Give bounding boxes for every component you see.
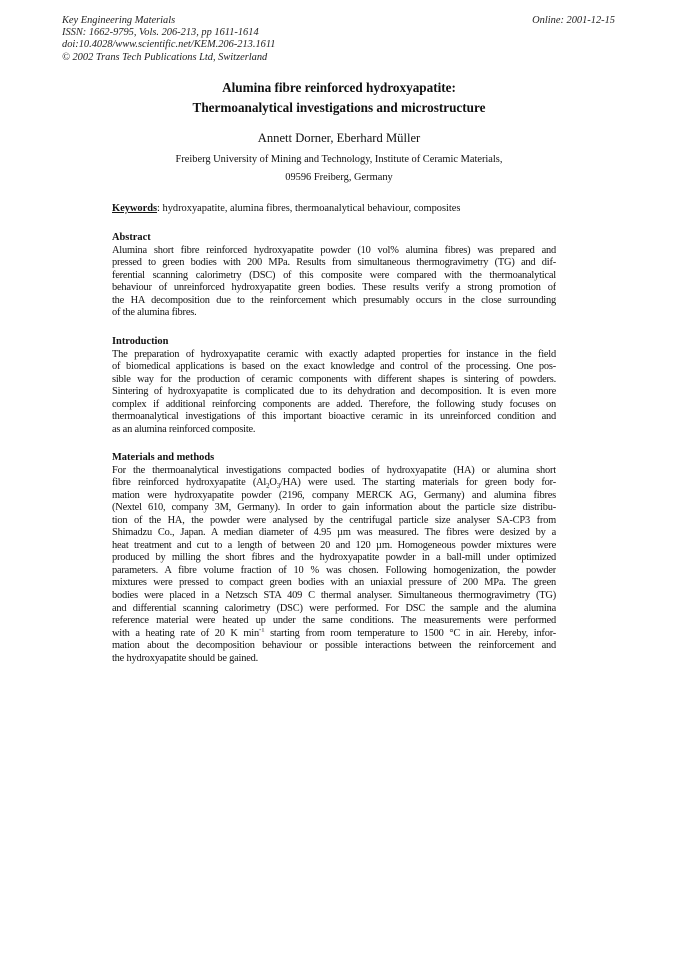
abstract-line: behaviour of unreinforced hydroxyapatite green bodies. These results verify a strong promotion of [112,282,556,294]
affiliation-line-2: 09596 Freiberg, Germany [285,172,393,183]
introduction-section [112,336,556,436]
online-date: Online: 2001-12-15 [532,15,615,26]
methods-line: mation about the decomposition behaviour or possible interactions between the reinforcement and [112,640,556,652]
affiliation-line-1: Freiberg University of Mining and Technology, Institute of Ceramic Materials, [175,154,503,165]
journal-header [62,15,275,64]
methods-line: tion of the HA, the powder were analysed by the centrifugal particle size analyser SA-CP3 from [112,514,556,526]
introduction-body [112,349,556,437]
doi-line: doi:10.4028/www.scientific.net/KEM.206-213.1611 [62,39,276,51]
methods-line: and differential scanning calorimetry (DSC) were performed. For DSC the sample and the alumina [112,602,556,614]
methods-section [112,452,556,665]
copyright-line: © 2002 Trans Tech Publications Ltd, Switzerland [62,51,268,63]
formula-sub-2: 3 [276,482,281,490]
abstract-body [112,245,556,320]
keywords-label: Keywords [112,203,158,214]
keywords-text: : hydroxyapatite, alumina fibres, thermoanalytical behaviour, composites [157,203,461,214]
abstract-section [112,232,556,320]
introduction-line: sible way for the production of ceramic components with different shapes is sintering of powders. [112,373,556,385]
introduction-line: The preparation of hydroxyapatite ceramic with exactly adapted properties for instance in the field [112,348,556,360]
introduction-line: complex if additional reinforcing components are added. Therefore, the following study focuses on [112,398,556,410]
introduction-line: of biomedical applications is based on the exact knowledge and control of the processing. One pos- [112,361,556,373]
methods-line: mation were hydroxyapatite powder (2196, company MERCK AG, Germany) and alumina fibres [112,489,556,501]
abstract-line: the HA decomposition due to the reinforcement which presumably occurs in the close surrounding [112,294,556,306]
paper-title-line-1: Alumina fibre reinforced hydroxyapatite: [222,80,456,95]
formula-text-b: O [269,477,277,489]
journal-name: Key Engineering Materials [62,15,176,26]
methods-heading: Materials and methods [112,452,215,463]
rate-sup: -1 [258,627,265,634]
formula-sub-1: 2 [266,482,270,490]
methods-line: produced by milling the short fibres and the hydroxyapatite powder in a ball-mill under optimized [112,552,556,564]
introduction-line: as an alumina reinforced composite. [112,423,256,435]
formula-text-c: /HA) were used. The starting materials for green body for- [280,477,556,489]
introduction-line: Sintering of hydroxyapatite is complicated due to its dehydration and decomposition. It is even more [112,386,556,398]
keywords [112,203,460,214]
methods-line: For the thermoanalytical investigations compacted bodies of hydroxyapatite (HA) or alumina short [112,464,556,476]
methods-line: heat treatment and cut to a length of between 20 and 120 µm. Homogeneous powder mixtures were [112,539,556,551]
paper-title-line-2: Thermoanalytical investigations and microstructure [192,100,486,115]
abstract-line: ferential scanning calorimetry (DSC) of this composite were compared with the thermoanalytical [112,269,556,281]
rate-text-b: starting from room temperature to 1500 °C in air. Hereby, infor- [264,627,556,639]
methods-line: the hydroxyapatite should be gained. [112,652,259,664]
formula-text-a: fibre reinforced hydroxyapatite (Al [112,477,267,489]
authors: Annett Dorner, Eberhard Müller [257,131,421,145]
methods-line: reference material were heated up under the same conditions. The measurements were performed [112,615,556,627]
abstract-line: of the alumina fibres. [112,307,197,319]
methods-line-formula [112,477,556,490]
methods-body [112,465,556,666]
abstract-heading: Abstract [112,232,151,243]
introduction-heading: Introduction [112,336,169,347]
introduction-line: thermoanalytical investigations of this important bioactive ceramic in its unreinforced condition and [112,411,556,423]
abstract-line: Alumina short fibre reinforced hydroxyapatite powder (10 vol% alumina fibres) was prepared and [112,244,556,256]
methods-line: bodies were placed in a Netzsch STA 409 C thermal analyser. Simultaneous thermogravimetry (TG) [112,589,556,601]
methods-line: Shimadzu Co., Japan. A median diameter of 4.95 µm was measured. The fibres were desized by a [112,527,556,539]
methods-line: parameters. A fibre volume fraction of 10 % was chosen. Following homogenization, the powder [112,564,556,576]
rate-text-a: with a heating rate of 20 K min [112,627,259,639]
issn-line: ISSN: 1662-9795, Vols. 206-213, pp 1611-1614 [62,27,259,39]
methods-line-rate [112,628,556,641]
methods-line: mixtures were pressed to compact green bodies with an uniaxial pressure of 200 MPa. The green [112,577,556,589]
abstract-line: pressed to green bodies with 200 MPa. Results from simultaneous thermogravimetry (TG) and dif- [112,257,556,269]
methods-line: (Nextel 610, company 3M, Germany). In order to gain information about the particle size distribu- [112,502,556,514]
